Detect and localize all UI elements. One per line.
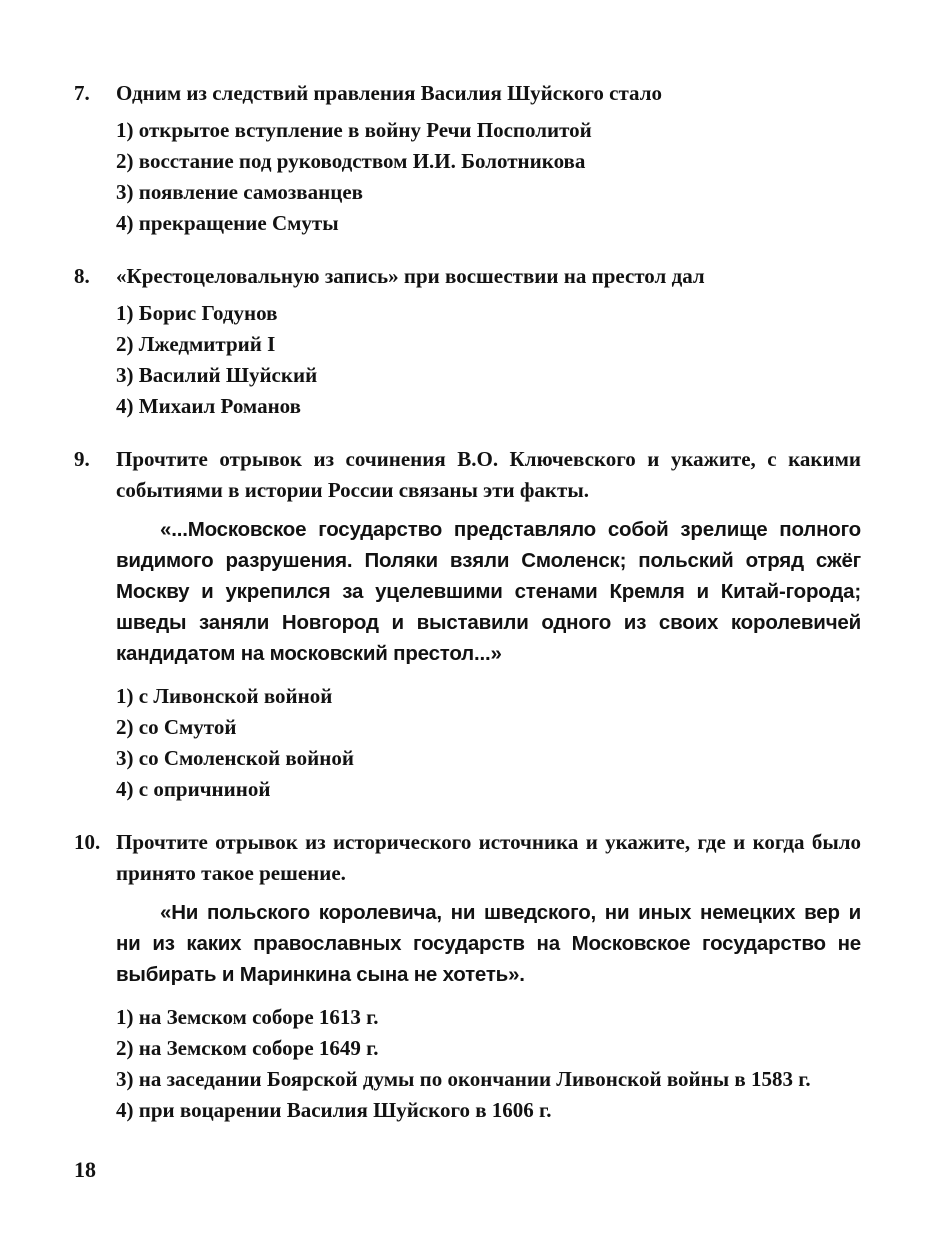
option: 4) с опричниной [116, 777, 271, 801]
option: 1) открытое вступление в войну Речи Посполитой [116, 118, 592, 142]
question-7 [74, 78, 861, 239]
question-number: 7. [74, 81, 90, 105]
option: 3) со Смоленской войной [116, 746, 354, 770]
question-10-options [116, 1002, 861, 1126]
question-9-head [74, 444, 861, 506]
source-quote: «Ни польского королевича, ни шведского, ни иных немецких вер и ни из каких православных государств на Московское государство не выбирать и Маринкина сына не хотеть». [116, 901, 861, 986]
question-text: Прочтите отрывок из сочинения В.О. Ключевского и укажите, с какими событиями в истории России связаны эти факты. [116, 447, 861, 502]
option: 4) Михаил Романов [116, 394, 302, 418]
question-7-options [116, 115, 861, 239]
question-text: Одним из следствий правления Василия Шуйского стало [116, 81, 663, 105]
question-9-options [116, 681, 861, 805]
question-8-head [74, 261, 861, 292]
question-number: 10. [74, 830, 101, 854]
option: 3) появление самозванцев [116, 180, 363, 204]
question-text: «Крестоцеловальную запись» при восшествии на престол дал [116, 264, 705, 288]
question-9 [74, 444, 861, 805]
option: 2) восстание под руководством И.И. Болотникова [116, 149, 586, 173]
question-8-options [116, 298, 861, 422]
question-8 [74, 261, 861, 422]
option: 1) Борис Годунов [116, 301, 278, 325]
option: 1) с Ливонской войной [116, 684, 333, 708]
option: 2) Лжедмитрий I [116, 332, 276, 356]
question-10 [74, 827, 861, 1126]
question-7-head [74, 78, 861, 109]
source-quote: «...Московское государство представляло собой зрелище полного видимого разрушения. Поляки взяли Смоленск; польский отряд сжёг Москву и укрепился за уцелевшими стенами Кремля и Китай-города; шведы заняли Новгород и выставили одного из своих королевичей кандидатом на московский престол...» [116, 518, 861, 665]
option: 2) со Смутой [116, 715, 237, 739]
option: 4) прекращение Смуты [116, 211, 339, 235]
question-number: 8. [74, 264, 90, 288]
question-10-head [74, 827, 861, 889]
option: 2) на Земском соборе 1649 г. [116, 1036, 379, 1060]
option: 3) Василий Шуйский [116, 363, 318, 387]
page-number: 18 [74, 1157, 96, 1182]
question-text: Прочтите отрывок из исторического источника и укажите, где и когда было принято такое решение. [116, 830, 861, 885]
option: 3) на заседании Боярской думы по окончании Ливонской войны в 1583 г. [116, 1067, 811, 1091]
question-number: 9. [74, 447, 90, 471]
option: 1) на Земском соборе 1613 г. [116, 1005, 379, 1029]
option: 4) при воцарении Василия Шуйского в 1606 г. [116, 1098, 552, 1122]
